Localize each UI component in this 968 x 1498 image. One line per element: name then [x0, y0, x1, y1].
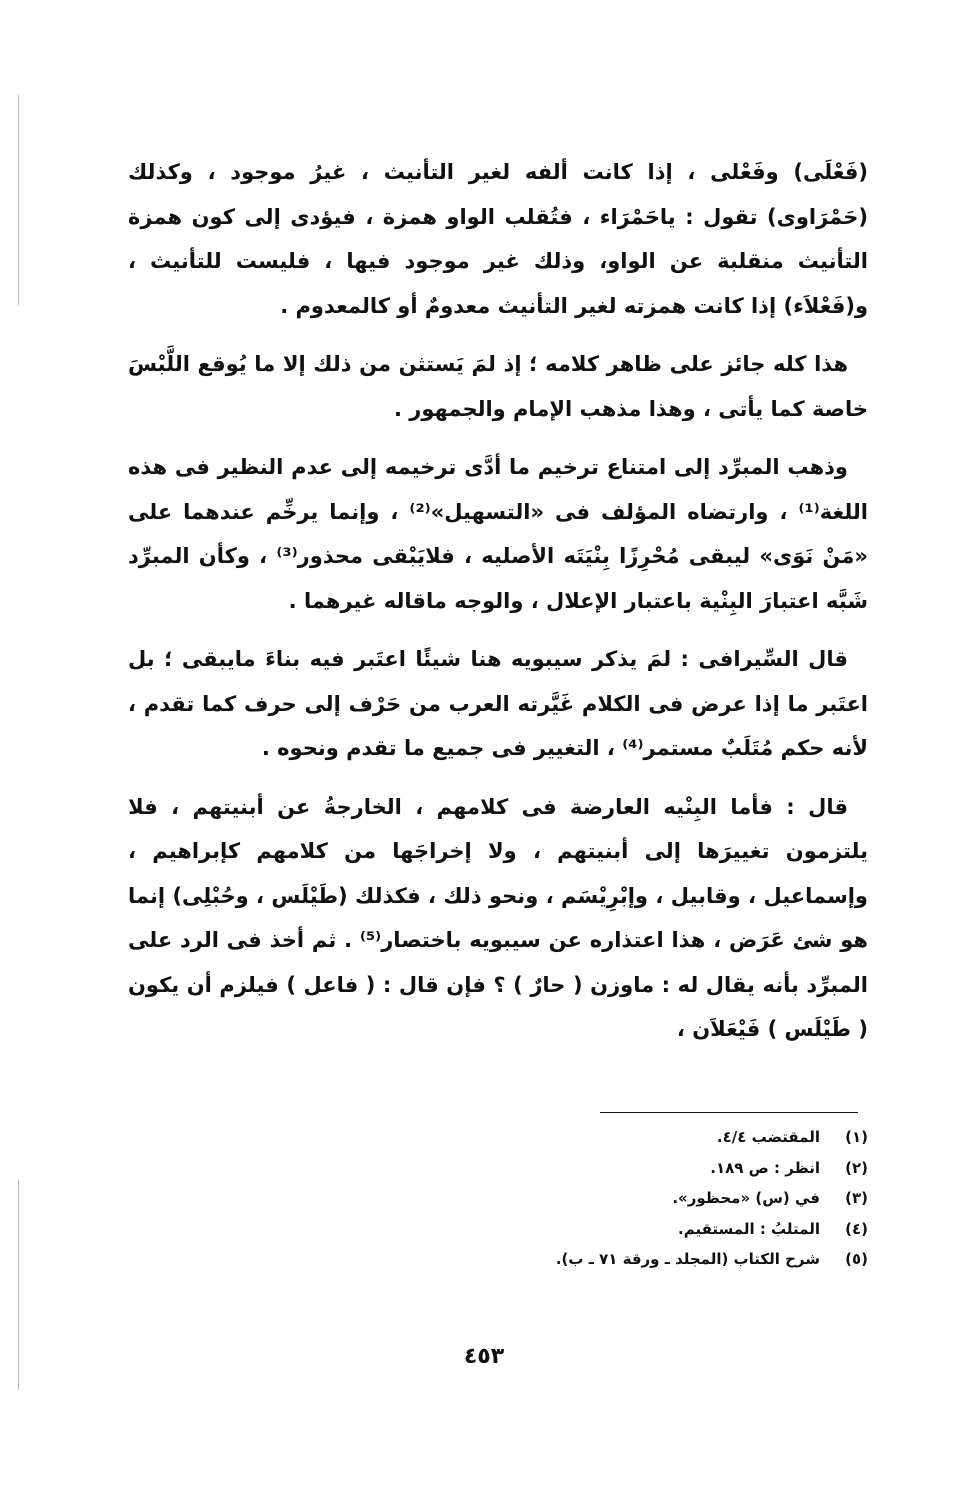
footnote: [348, 1153, 868, 1184]
main-text: [128, 150, 868, 1066]
footnote-number: (١): [845, 1128, 868, 1146]
footnote: [348, 1183, 868, 1214]
footnote-number: (٢): [845, 1158, 868, 1177]
footnote-text: المقتضب ٤/٤.: [716, 1128, 820, 1146]
footnote: [348, 1122, 868, 1153]
paragraph: وذهب المبرِّد إلى امتناع ترخيم ما أدَّى ترخيمه إلى عدم النظير فى هذه اللغة⁽¹⁾ ، وارتضاه المؤلف فى «التسهيل»⁽²⁾ ، وإنما يرخِّم عندهما على «مَنْ نَوَى» ليبقى مُحْرِزًا بِنْيَتَه الأصليه ، فلايَبْقى محذور⁽³⁾ ، وكأن المبرِّد شَبَّه اعتبارَ البِنْية باعتبار الإعلال ، والوجه ماقاله غيرهما .: [128, 455, 868, 613]
paragraph: قال السِّيرافى : لمَ يذكر سيبويه هنا شيئًا اعتَبر فيه بناءَ مايبقى ؛ بل اعتَبر ما إذا عرض فى الكلام غَيَّرته العرب من حَرْف إلى حرف كما تقدم ، لأنه حكم مُتَلَبٌ مستمر⁽⁴⁾ ، التغيير فى جميع ما تقدم ونحوه .: [128, 647, 868, 760]
scan-edge-mark: [18, 95, 19, 305]
footnote: [348, 1214, 868, 1245]
paragraph: قال : فأما البِنْيه العارضة فى كلامهم ، الخارجةُ عن أبنيتهم ، فلا يلتزمون تغييرَها إلى أبنيتهم ، ولا إخراجَها من كلامهم كإبراهيم ، وإسماعيل ، وقابيل ، وإبْرِيْسَم ، ونحو ذلك ، فكذلك (طَيْلَس ، وحُبْلِى) إنما هو شئ عَرَض ، هذا اعتذاره عن سيبويه باختصار⁽⁵⁾ . ثم أخذ فى الرد على المبرِّد بأنه يقال له : ماوزن ( حارٌ ) ؟ فإن قال : ( فاعل ) فيلزم أن يكون ( طَيْلَس ) فَيْعَلاَن ،: [128, 794, 868, 1041]
footnote-text: انظر : ص ١٨٩.: [710, 1158, 820, 1177]
footnote-text: المتلبُ : المستقيم.: [678, 1219, 820, 1238]
footnotes: [348, 1122, 868, 1275]
footnote: [348, 1244, 868, 1275]
paragraph: هذا كله جائز على ظاهر كلامه ؛ إذ لمَ يَستثن من ذلك إلا ما يُوقع اللَّبْسَ خاصة كما يأتى ، وهذا مذهب الإمام والجمهور .: [128, 352, 868, 421]
footnote-separator: [600, 1112, 858, 1113]
footnote-text: شرح الكتاب (المجلد ـ ورقة ٧١ ـ ب).: [555, 1250, 820, 1268]
page-number: ٤٥٣: [463, 1344, 505, 1369]
footnote-text: في (س) «محظور».: [672, 1189, 820, 1207]
paragraph: (فَعْلَى) وفَعْلى ، إذا كانت ألفه لغير التأنيث ، غيرُ موجود ، وكذلك (حَمْرَاوى) تقول : ياحَمْرَاء ، فتُقلب الواو همزة ، فيؤدى إلى كون همزة التأنيث منقلبة عن الواو، وذلك غير موجود فيها ، فليست للتأنيث ، و(فَعْلاَء) إذا كانت همزته لغير التأنيث معدومٌ أو كالمعدوم .: [128, 160, 868, 318]
footnote-number: (٣): [845, 1189, 868, 1207]
footnote-number: (٥): [845, 1250, 868, 1268]
footnote-number: (٤): [845, 1219, 868, 1238]
